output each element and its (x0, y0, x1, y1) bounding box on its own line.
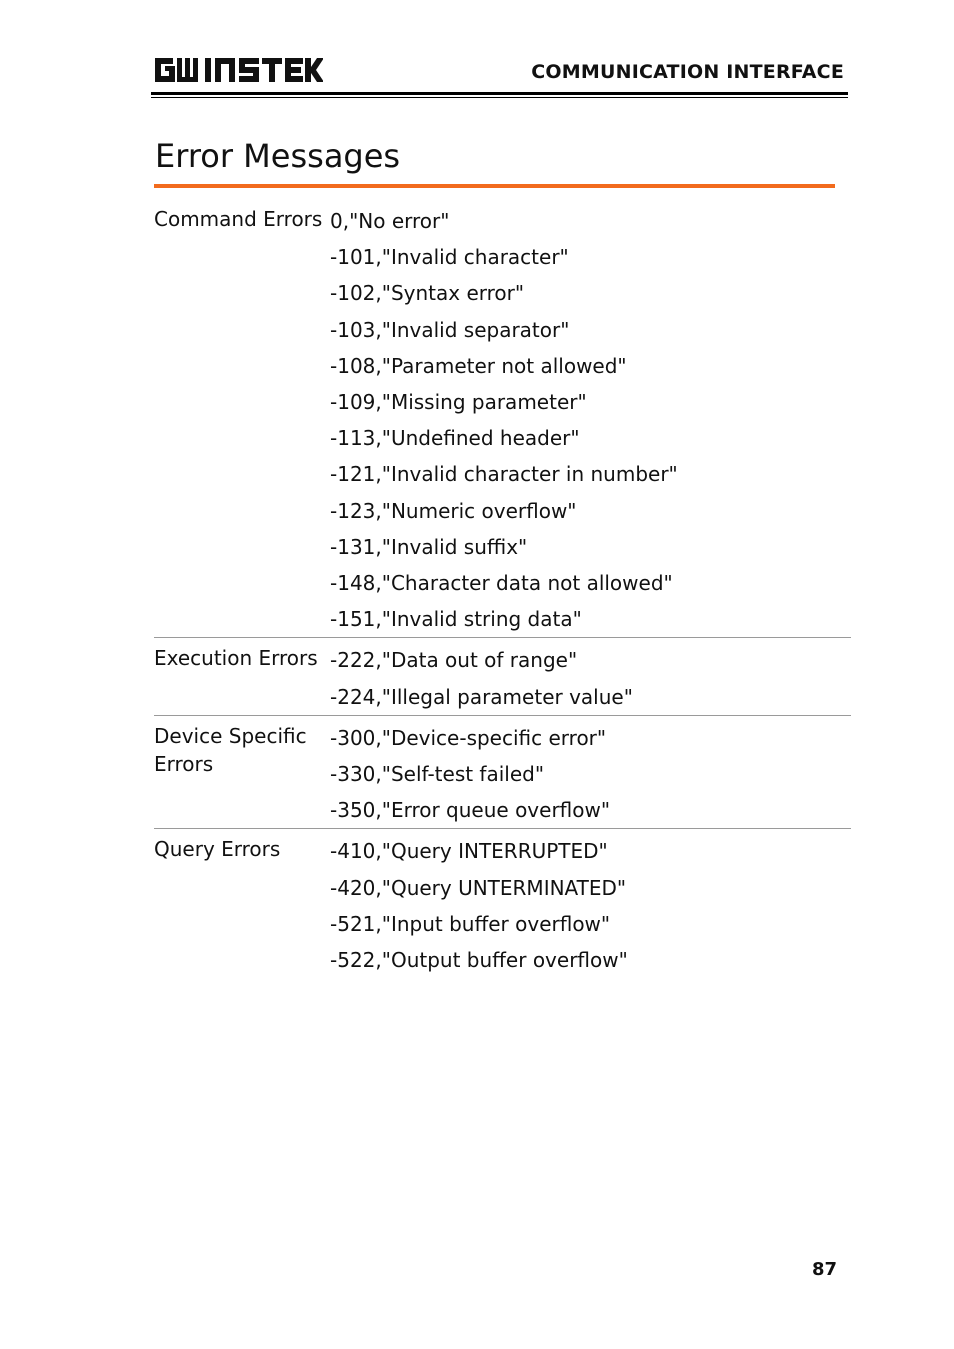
header-rule (151, 92, 848, 95)
error-message: -521,"Input buffer overflow" (330, 911, 611, 936)
section-title: COMMUNICATION INTERFACE (531, 61, 844, 83)
error-message: -108,"Parameter not allowed" (330, 353, 627, 378)
error-group-device-specific (154, 716, 851, 830)
error-list (330, 642, 851, 714)
error-message: -121,"Invalid character in number" (330, 462, 678, 487)
gwinstek-logo-icon (153, 52, 323, 86)
error-message: -420,"Query UNTERMINATED" (330, 875, 627, 900)
error-group-command (154, 203, 851, 638)
error-message: 0,"No error" (330, 209, 450, 233)
error-message: -109,"Missing parameter" (330, 390, 587, 415)
error-message: -224,"Illegal parameter value" (330, 684, 633, 709)
error-message: -350,"Error queue overflow" (330, 798, 611, 823)
error-messages-table (154, 203, 851, 978)
error-message: -113,"Undefined header" (330, 426, 580, 451)
error-message: -151,"Invalid string data" (330, 607, 582, 632)
title-underline (154, 184, 835, 188)
error-message: -410,"Query INTERRUPTED" (330, 839, 608, 864)
error-message: -101,"Invalid character" (330, 245, 569, 270)
error-message: -222,"Data out of range" (330, 648, 578, 673)
error-group-execution (154, 638, 851, 715)
error-message: -522,"Output buffer overflow" (330, 948, 628, 973)
error-category: Execution Errors (154, 646, 318, 671)
error-message: -300,"Device-specific error" (330, 725, 607, 750)
gwinstek-logo (153, 52, 323, 86)
error-category: Device Specific Errors (154, 723, 307, 776)
error-list (330, 203, 851, 637)
error-message: -103,"Invalid separator" (330, 317, 570, 342)
error-message: -102,"Syntax error" (330, 281, 525, 306)
error-list (330, 833, 851, 978)
error-message: -330,"Self-test failed" (330, 762, 545, 787)
error-message: -123,"Numeric overflow" (330, 498, 577, 523)
page-title: Error Messages (155, 137, 401, 175)
error-group-query (154, 829, 851, 978)
error-list (330, 720, 851, 829)
page-number: 87 (812, 1259, 838, 1280)
error-category: Query Errors (154, 837, 281, 862)
header-rule-thin (151, 97, 848, 98)
error-message: -131,"Invalid suffix" (330, 534, 528, 559)
error-message: -148,"Character data not allowed" (330, 571, 673, 596)
error-category: Command Errors (154, 207, 323, 231)
